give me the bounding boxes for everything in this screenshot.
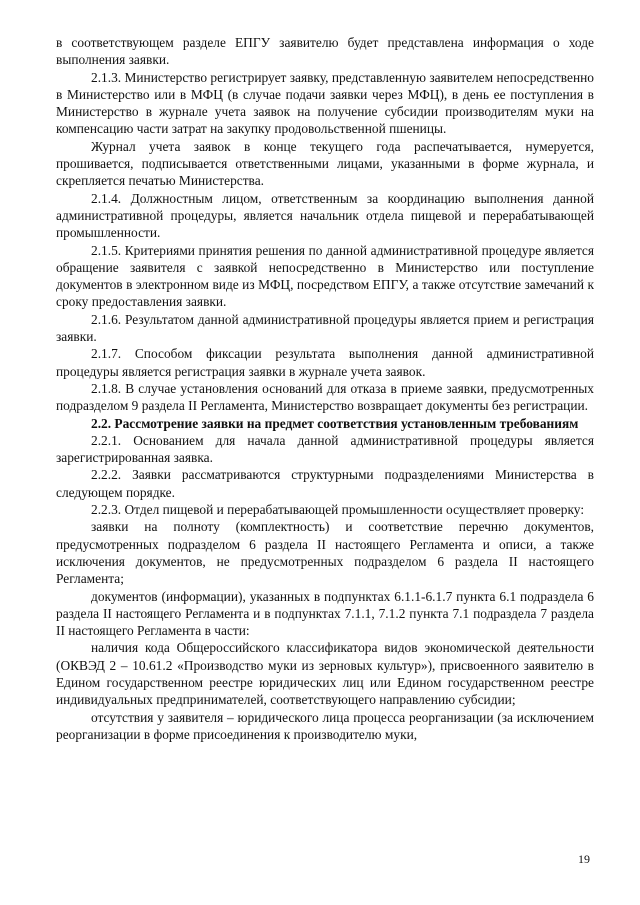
list-item-completeness: заявки на полноту (комплектность) и соответствие перечню документов, предусмотренных подразделом 6 раздела II настоящего Регламента и описи, а также исключения документов, не предусмотренных подразделом 6 раздела II настоящего Регламента;: [56, 519, 594, 587]
list-item-okved: наличия кода Общероссийского классификатора видов экономической деятельности (ОКВЭД 2 – 10.61.2 «Производство муки из зерновых культур»), присвоенного заявителю в Едином государственном реестре юридических лиц или Едином государственном реестре индивидуальных предпринимателей, соответствующего направлению субсидии;: [56, 640, 594, 708]
paragraph-continuation: в соответствующем разделе ЕПГУ заявителю будет представлена информация о ходе выполнения заявки.: [56, 35, 594, 68]
paragraph-2-1-4: 2.1.4. Должностным лицом, ответственным за координацию выполнения данной административной процедуры, является начальник отдела пищевой и перерабатывающей промышленности.: [56, 190, 594, 241]
paragraph-2-1-8: 2.1.8. В случае установления оснований для отказа в приеме заявки, предусмотренных подразделом 9 раздела II Регламента, Министерство возвращает документы без регистрации.: [56, 380, 594, 414]
list-item-documents: документов (информации), указанных в подпунктах 6.1.1-6.1.7 пункта 6.1 подраздела 6 раздела II настоящего Регламента и в подпунктах 7.1.1, 7.1.2 пункта 7.1 подраздела 7 раздела II настоящего Регламента в части:: [56, 588, 594, 639]
paragraph-2-1-3: 2.1.3. Министерство регистрирует заявку, представленную заявителем непосредственно в Министерство или в МФЦ (в случае подачи заявки через МФЦ), в день ее поступления в Министерство в журнале учета заявок на получение субсидии производителям муки на компенсацию части затрат на закупку продовольственной пшеницы.: [56, 69, 594, 137]
paragraph-2-2-2: 2.2.2. Заявки рассматриваются структурными подразделениями Министерства в следующем порядке.: [56, 467, 594, 500]
section-heading-2-2: 2.2. Рассмотрение заявки на предмет соответствия установленным требованиям: [91, 415, 579, 431]
paragraph-2-1-6: 2.1.6. Результатом данной административной процедуры является прием и регистрация заявки.: [56, 311, 594, 345]
paragraph-2-1-7: 2.1.7. Способом фиксации результата выполнения данной административной процедуры является регистрация заявки в журнале учета заявок.: [56, 346, 594, 379]
paragraph-journal: Журнал учета заявок в конце текущего года распечатывается, нумеруется, прошивается, подписывается ответственными лицами, указанными в форме журнала, и скрепляется печатью Министерства.: [56, 138, 594, 189]
document-page: [56, 34, 594, 743]
paragraph-2-1-5: 2.1.5. Критериями принятия решения по данной административной процедуре является обращение заявителя с заявкой непосредственно в Министерство или поступление документов в электронном виде из МФЦ, посредством ЕПГУ, а также отсутствие замечаний к сроку предоставления заявки.: [56, 242, 594, 310]
paragraph-2-2-3: 2.2.3. Отдел пищевой и перерабатывающей промышленности осуществляет проверку:: [91, 502, 585, 518]
list-item-reorganization: отсутствия у заявителя – юридического лица процесса реорганизации (за исключением реорганизации в форме присоединения к производителю муки,: [56, 709, 594, 742]
page-number: 19: [578, 852, 590, 866]
paragraph-2-2-1: 2.2.1. Основанием для начала данной административной процедуры является зарегистрированная заявка.: [56, 432, 594, 466]
